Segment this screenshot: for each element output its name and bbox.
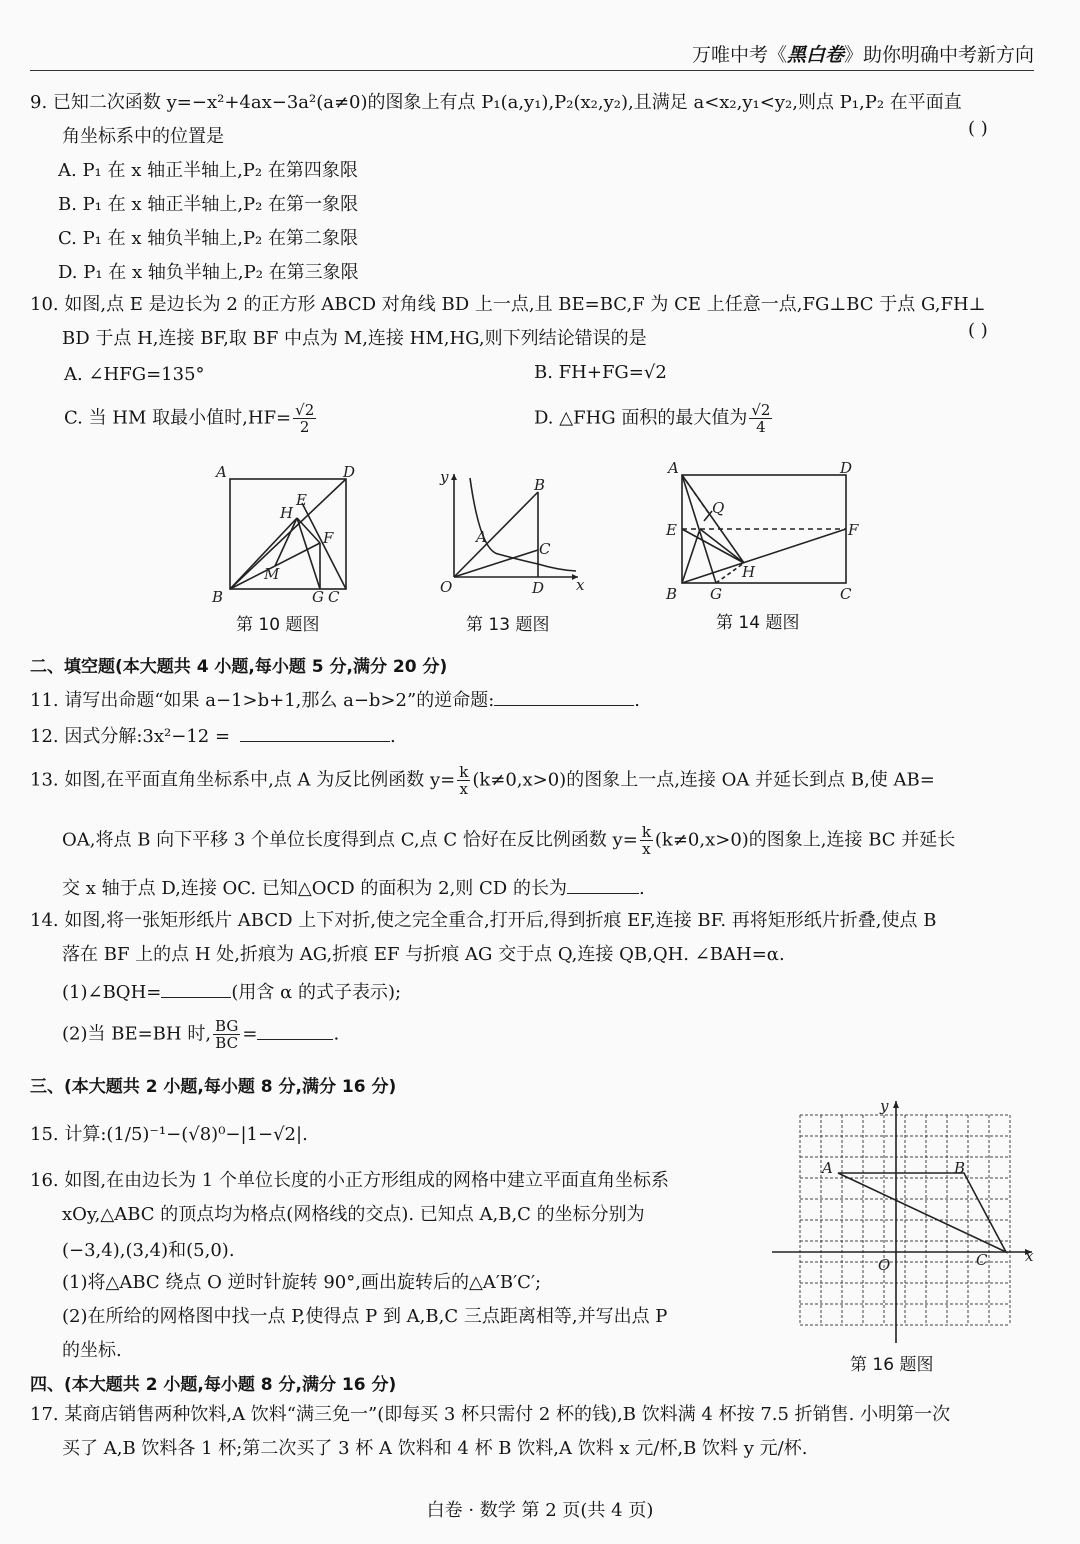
f13-label-b: B	[534, 476, 546, 494]
f13-label-a: A	[476, 528, 487, 546]
q14-line1: 14. 如图,将一张矩形纸片 ABCD 上下对折,使之完全重合,打开后,得到折痕 EF,连接 BF. 再将矩形纸片折叠,使点 B	[30, 910, 937, 931]
header-rule	[30, 70, 1034, 71]
f14-label-d: D	[840, 459, 853, 477]
q10-line2: BD 于点 H,连接 BF,取 BF 中点为 M,连接 HM,HG,则下列结论错误的是	[62, 328, 647, 349]
q14-part1-blank	[161, 979, 231, 998]
f13-label-o: O	[440, 578, 453, 596]
q16-line1: 16. 如图,在由边长为 1 个单位长度的小正方形组成的网格中建立平面直角坐标系	[30, 1170, 669, 1191]
f13-hyperbola	[470, 478, 576, 571]
figure-13	[428, 462, 598, 602]
q13-line2: OA,将点 B 向下平移 3 个单位长度得到点 C,点 C 恰好在反比例函数 y= $\frac{k}{x}$ (k≠0,x>0)的图象上,连接 BC 并延长	[62, 823, 956, 858]
caption-fig10: 第 10 题图	[236, 615, 320, 635]
f14-label-q: Q	[712, 499, 725, 517]
f13-label-y: y	[440, 468, 449, 486]
f14-label-g: G	[710, 585, 722, 603]
q10-line1: 10. 如图,点 E 是边长为 2 的正方形 ABCD 对角线 BD 上一点,且 BE=BC,F 为 CE 上任意一点,FG⊥BC 于点 G,FH⊥	[30, 294, 986, 315]
q9-option-d: D. P₁ 在 x 轴负半轴上,P₂ 在第三象限	[58, 262, 359, 283]
f16-label-b: B	[954, 1159, 966, 1177]
section-3-title: 三、(本大题共 2 小题,每小题 8 分,满分 16 分)	[30, 1077, 397, 1097]
q16-line3: (−3,4),(3,4)和(5,0).	[62, 1240, 235, 1261]
q9-line1: 9. 已知二次函数 y=−x²+4ax−3a²(a≠0)的图象上有点 P₁(a,y₁),P₂(x₂,y₂),且满足 a<x₂,y₁<y₂,则点 P₁,P₂ 在平面直	[30, 92, 962, 113]
q14-part2: (2)当 BE=BH 时, $\frac{BG}{BC}$ = .	[62, 1017, 340, 1052]
q9-option-c: C. P₁ 在 x 轴负半轴上,P₂ 在第二象限	[58, 228, 358, 249]
page-header: 万唯中考《黑白卷》助你明确中考新方向	[691, 44, 1034, 66]
f10-label-d: D	[343, 463, 356, 481]
f13-label-x: x	[576, 576, 585, 594]
q14-part2-blank	[257, 1021, 333, 1040]
f13-label-c: C	[539, 540, 551, 558]
figure-14	[660, 455, 860, 605]
section-2-title: 二、填空题(本大题共 4 小题,每小题 5 分,满分 20 分)	[30, 657, 448, 677]
section-4-title: 四、(本大题共 2 小题,每小题 8 分,满分 16 分)	[30, 1375, 397, 1395]
f16-label-y: y	[880, 1097, 889, 1115]
f14-label-f: F	[848, 521, 859, 539]
q9-answer-paren: ( )	[968, 118, 988, 139]
q10-answer-paren: ( )	[968, 320, 988, 341]
f14-label-c: C	[840, 585, 852, 603]
f10-label-h: H	[280, 504, 294, 522]
q16-line6: 的坐标.	[62, 1340, 122, 1361]
q11: 11. 请写出命题“如果 a−1>b+1,那么 a−b>2”的逆命题: .	[30, 686, 640, 712]
q17-line2: 买了 A,B 饮料各 1 杯;第二次买了 3 杯 A 饮料和 4 杯 B 饮料,A 饮料 x 元/杯,B 饮料 y 元/杯.	[62, 1438, 808, 1459]
q10-option-c: C. 当 HM 取最小值时,HF= $\frac{√2}{2}$	[64, 401, 315, 436]
q14-part1: (1)∠BQH= (用含 α 的式子表示);	[62, 978, 401, 1004]
q10-option-b: B. FH+FG=√2	[534, 362, 667, 383]
q10-option-a: A. ∠HFG=135°	[64, 364, 205, 385]
q16-line5: (2)在所给的网格图中找一点 P,使得点 P 到 A,B,C 三点距离相等,并写出点 P	[62, 1306, 668, 1327]
q16-line4: (1)将△ABC 绕点 O 逆时针旋转 90°,画出旋转后的△A′B′C′;	[62, 1272, 542, 1293]
q10-option-d: D. △FHG 面积的最大值为 $\frac{√2}{4}$	[534, 401, 771, 436]
q12: 12. 因式分解:3x²−12 = .	[30, 722, 396, 748]
f10-label-m: M	[264, 565, 280, 583]
f16-label-o: O	[878, 1256, 891, 1274]
f10-label-f: F	[323, 529, 334, 547]
q11-answer-blank	[494, 687, 634, 706]
q12-answer-blank	[240, 723, 390, 742]
q9-option-a: A. P₁ 在 x 轴正半轴上,P₂ 在第四象限	[58, 160, 358, 181]
q13-answer-blank	[567, 875, 639, 894]
q17-line1: 17. 某商店销售两种饮料,A 饮料“满三免一”(即每买 3 杯只需付 2 杯的钱),B 饮料满 4 杯按 7.5 折销售. 小明第一次	[30, 1404, 951, 1425]
f10-label-b: B	[212, 588, 224, 605]
f10-label-a: A	[216, 463, 227, 481]
caption-fig13: 第 13 题图	[466, 615, 550, 635]
f14-label-h: H	[742, 563, 756, 581]
f16-grid	[800, 1115, 1010, 1325]
figure-10	[200, 455, 370, 605]
f16-label-c: C	[976, 1251, 988, 1269]
caption-fig14: 第 14 题图	[716, 613, 800, 633]
q16-line2: xOy,△ABC 的顶点均为格点(网格线的交点). 已知点 A,B,C 的坐标分别为	[62, 1204, 645, 1225]
page-footer: 白卷 · 数学 第 2 页(共 4 页)	[426, 1500, 654, 1521]
q13-line3: 交 x 轴于点 D,连接 OC. 已知△OCD 的面积为 2,则 CD 的长为 .	[62, 874, 645, 900]
f14-label-e: E	[666, 521, 677, 539]
f13-label-d: D	[532, 579, 545, 597]
f10-label-c: C	[328, 588, 340, 605]
f16-label-a: A	[822, 1159, 833, 1177]
f10-label-e: E	[296, 491, 307, 509]
caption-fig16: 第 16 题图	[850, 1355, 934, 1375]
q14-line2: 落在 BF 上的点 H 处,折痕为 AG,折痕 EF 与折痕 AG 交于点 Q,连接 QB,QH. ∠BAH=α.	[62, 944, 785, 965]
brand-title: 黑白卷	[786, 44, 844, 66]
figure-16	[770, 1095, 1040, 1350]
q9-line2: 角坐标系中的位置是	[62, 126, 224, 147]
f16-label-x: x	[1025, 1247, 1034, 1265]
q13-line1: 13. 如图,在平面直角坐标系中,点 A 为反比例函数 y= $\frac{k}{x}$ (k≠0,x>0)的图象上一点,连接 OA 并延长到点 B,使 AB=	[30, 763, 935, 798]
q15: 15. 计算:(1/5)⁻¹−(√8)⁰−|1−√2|.	[30, 1124, 308, 1145]
q9-option-b: B. P₁ 在 x 轴正半轴上,P₂ 在第一象限	[58, 194, 359, 215]
f14-label-a: A	[668, 459, 679, 477]
f10-label-g: G	[312, 588, 324, 605]
f14-label-b: B	[666, 585, 678, 603]
